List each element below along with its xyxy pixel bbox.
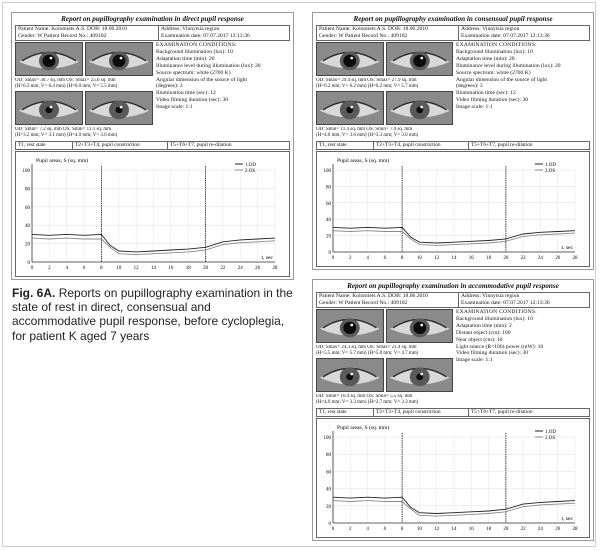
y-tick-label: 0 — [328, 522, 331, 527]
eye-caption-min: OD: Smin= 10.4 sq. mm OS: Smin= 5.5 sq. mm (H=4.0 mm; V= 3.3 mm) (H=2.7 mm; V= 3.3 mm) — [316, 394, 419, 405]
x-tick-label: 18 — [185, 266, 191, 271]
conditions-list — [456, 49, 592, 111]
legend-label: 2.OS — [245, 169, 256, 174]
condition-line: Background illumination (lux): 10 — [156, 48, 233, 55]
y-tick-label: 60 — [25, 205, 30, 211]
condition-line: Adaptation time (min): 20 — [156, 55, 215, 62]
patient-name: Patient Name: Kolomiets A.S. DOB: 18.06.2010 — [18, 26, 127, 32]
y-axis-label: Pupil areas, S (sq. mm) — [337, 158, 390, 164]
eye-photos-min — [316, 358, 453, 392]
x-tick-label: 2 — [349, 527, 352, 532]
condition-line: Adaptation time (min): 20 — [456, 55, 515, 62]
condition-line: Video filming duration (sec): 30 — [456, 97, 529, 104]
x-tick-label: 6 — [82, 266, 86, 271]
x-tick-label: 4 — [366, 256, 369, 261]
y-tick-label: 80 — [25, 187, 30, 193]
y-tick-label: 0 — [328, 251, 331, 256]
condition-line: Illuminance level during illumination (lux): 20 — [156, 62, 261, 69]
x-tick-label: 24 — [237, 266, 243, 271]
x-tick-label: 22 — [520, 256, 526, 261]
phase-bar — [316, 408, 590, 417]
x-tick-label: 20 — [203, 266, 209, 271]
eye-photo-od-max — [316, 309, 384, 343]
conditions-title: EXAMINATION CONDITIONS: — [456, 42, 537, 48]
condition-line: Adaptation time (min): 2 — [456, 322, 512, 329]
x-tick-label: 14 — [451, 256, 457, 261]
legend-label: 1.OD — [545, 163, 556, 168]
phase-redilation: T5+T6+T7, pupil re-dilation — [170, 142, 232, 148]
eye-photo-os-max — [386, 309, 454, 343]
condition-line: Background illumination (lux): 10 — [456, 48, 533, 55]
y-tick-label: 0 — [27, 261, 30, 266]
x-tick-label: 14 — [151, 266, 156, 271]
report-title: Report on pupillography examination in direct pupil response — [61, 15, 244, 23]
y-tick-label: 80 — [326, 453, 331, 459]
exam-date: Examination date: 07.07.2017 12:13:36 — [461, 299, 550, 306]
condition-line: Source spectrum: white (2700 K) — [156, 69, 231, 76]
condition-line: Near object (cm): 10 — [456, 336, 503, 343]
legend-label: 1.OD — [245, 163, 256, 168]
patient-header — [15, 25, 290, 41]
condition-line: Video filming duration (sec): 30 — [156, 97, 229, 104]
caption-text: Reports on pupillography examination in the state of rest in direct, consensual and accommodative pupil response, before cycloplegia, for patient K aged 7 years — [12, 286, 293, 343]
phase-rest: T1, rest state — [317, 142, 374, 149]
x-tick-label: 10 — [416, 527, 422, 532]
x-tick-label: 12 — [434, 527, 440, 532]
patient-address: Address: Vinnytsia region — [461, 293, 520, 299]
report-accommodative — [312, 279, 594, 541]
condition-line: (degrees): 3 — [156, 83, 183, 90]
legend-label: 1.OD — [545, 430, 556, 435]
x-tick-label: 0 — [331, 256, 335, 261]
x-tick-label: 0 — [30, 266, 34, 271]
phase-rest: T1, rest state — [16, 142, 73, 149]
x-tick-label: 18 — [486, 527, 492, 532]
patient-header — [316, 292, 590, 308]
eye-photos — [316, 309, 453, 343]
condition-line: (degrees): 3 — [456, 83, 483, 90]
x-tick-label: 28 — [272, 266, 278, 271]
eye-photo-od-max — [316, 42, 384, 76]
conditions-title: EXAMINATION CONDITIONS: — [456, 309, 537, 315]
eye-caption-max: OD: Smax= 24.3 sq. mm OS: Smax= 21.4 sq. mm (H=5.5 mm; V= 5.7 mm) (H=5.0 mm; V= 4.7 mm) — [316, 345, 419, 356]
patient-name: Patient Name: Kolomiets A.S. DOB: 18.06.2010 — [319, 293, 428, 299]
examination-conditions — [156, 42, 292, 111]
y-tick-label: 100 — [323, 169, 331, 174]
x-tick-label: 16 — [468, 527, 474, 532]
patient-gender-record: Gender: W Patient Record No.: 409102 — [319, 299, 408, 306]
phase-bar — [15, 141, 290, 150]
x-tick-label: 6 — [383, 256, 387, 261]
y-tick-label: 40 — [326, 218, 331, 224]
eye-caption-max: OD: Smax= 29.4 sq. mm OS: Smax= 27.9 sq. mm (H=6.2 mm; V= 6.2 mm) (H=6.2 mm; V= 5.7 mm) — [316, 78, 419, 89]
eye-photo-od-min — [15, 91, 83, 125]
patient-header — [316, 25, 590, 41]
figure-caption — [12, 286, 294, 343]
phase-redilation: T5+T6+T7, pupil re-dilation — [471, 409, 533, 415]
condition-line: Source spectrum: white (2700 K) — [456, 69, 531, 76]
y-axis-label: Pupil areas, S (sq. mm) — [36, 158, 89, 164]
condition-line: Distant object (cm): 100 — [456, 329, 511, 336]
examination-conditions — [456, 309, 592, 364]
conditions-title: EXAMINATION CONDITIONS: — [156, 42, 237, 48]
phase-redilation: T5+T6+T7, pupil re-dilation — [471, 142, 533, 148]
x-tick-label: 2 — [48, 266, 51, 271]
x-tick-label: 12 — [434, 256, 440, 261]
x-tick-label: 28 — [572, 256, 578, 261]
eye-photo-od-max — [15, 42, 83, 76]
x-tick-label: 10 — [116, 266, 122, 271]
x-tick-label: 2 — [349, 256, 352, 261]
patient-name: Patient Name: Kolomiets A.S. DOB: 18.06.2010 — [319, 26, 428, 32]
condition-line: Illuminance level during illumination (lux): 20 — [456, 62, 561, 69]
condition-line: Illumination time (sec): 12 — [456, 90, 516, 97]
y-tick-label: 60 — [326, 470, 331, 476]
y-tick-label: 40 — [326, 487, 331, 493]
x-tick-label: 6 — [383, 527, 387, 532]
x-tick-label: 12 — [133, 266, 139, 271]
exam-date: Examination date: 07.07.2017 12:13:36 — [161, 32, 250, 39]
report-consensual — [312, 12, 594, 270]
pupil-area-chart — [316, 151, 590, 267]
x-tick-label: 28 — [572, 527, 578, 532]
x-tick-label: 26 — [255, 266, 261, 271]
patient-gender-record: Gender: W Patient Record No.: 409102 — [319, 32, 408, 39]
x-tick-label: 0 — [331, 527, 335, 532]
phase-constriction: T2+T3+T4, pupil constriction — [374, 409, 469, 416]
eye-photo-od-min — [316, 91, 384, 125]
y-tick-label: 20 — [326, 234, 331, 240]
condition-line: Light source (R=100) power (mW): 10 — [456, 343, 544, 350]
pupil-area-chart — [316, 418, 590, 538]
x-tick-label: 20 — [503, 256, 509, 261]
eye-photos-min — [15, 91, 153, 125]
eye-photo-os-min — [386, 91, 454, 125]
x-tick-label: 20 — [503, 527, 509, 532]
x-tick-label: 14 — [451, 527, 457, 532]
caption-label: Fig. 6A. — [12, 286, 56, 300]
y-tick-label: 20 — [25, 242, 30, 248]
condition-line: Background illumination (lux): 10 — [456, 315, 533, 322]
phase-bar — [316, 141, 590, 150]
eye-caption-max: OD: Smax= 30.7 sq. mm OS: Smax= 25.6 sq. mm (H=6.3 mm; V= 6.4 mm) (H=6.0 mm; V= 5.5 mm) — [15, 78, 118, 89]
x-tick-label: 8 — [400, 527, 404, 532]
eye-photo-os-max — [386, 42, 454, 76]
x-tick-label: 26 — [555, 256, 561, 261]
patient-address: Address: Vinnytsia region — [161, 26, 220, 32]
eye-photos — [316, 42, 453, 76]
condition-line: Video filming duration (sec): 30 — [456, 350, 529, 357]
x-tick-label: 18 — [486, 256, 492, 261]
condition-line: Illumination time (sec): 12 — [156, 90, 216, 97]
conditions-list — [456, 316, 592, 364]
eye-photos — [15, 42, 153, 76]
phase-constriction: T2+T3+T4, pupil constriction — [374, 142, 469, 149]
examination-conditions — [456, 42, 592, 111]
eye-photo-os-max — [85, 42, 153, 76]
report-direct — [11, 12, 294, 280]
x-tick-label: 24 — [537, 256, 543, 261]
x-tick-label: 16 — [168, 266, 174, 271]
y-tick-label: 40 — [25, 224, 30, 230]
x-tick-label: 24 — [537, 527, 543, 532]
exam-date: Examination date: 07.07.2017 12:13:36 — [461, 32, 550, 39]
y-tick-label: 100 — [22, 169, 30, 174]
x-tick-label: 22 — [520, 527, 526, 532]
x-tick-label: 10 — [416, 256, 422, 261]
condition-line: Image scale: 1:1 — [456, 357, 493, 364]
eye-caption-min: OD: Smin= 7.2 sq. mm OS: Smin= 11.1 sq. mm (H=3.2 mm; V= 3.1 mm) (H=4.0 mm; V= 3.6 mm) — [15, 127, 118, 138]
x-axis-label: t, sec — [561, 245, 573, 251]
condition-line: Image scale: 1:1 — [156, 104, 193, 111]
y-tick-label: 80 — [326, 185, 331, 191]
x-tick-label: 16 — [468, 256, 474, 261]
eye-caption-min: OD: Smin= 11.4 sq. mm OS: Smin= 7.9 sq. mm (H=4.0 mm; V= 3.6 mm) (H=3.3 mm; V= 3.0 mm) — [316, 127, 419, 138]
x-tick-label: 8 — [100, 266, 103, 271]
y-tick-label: 20 — [326, 504, 331, 510]
report-title: Report on pupillography examination in accommodative pupil response — [347, 282, 559, 290]
legend-label: 2.OS — [545, 169, 556, 174]
x-tick-label: 8 — [400, 256, 404, 261]
patient-gender-record: Gender: W Patient Record No.: 409102 — [18, 32, 107, 39]
eye-photos-min — [316, 91, 453, 125]
condition-line: Image scale: 1:1 — [456, 104, 493, 111]
y-tick-label: 100 — [323, 436, 331, 441]
x-axis-label: t, sec — [561, 516, 573, 522]
eye-photo-od-min — [316, 358, 384, 392]
pupil-area-chart — [15, 151, 290, 277]
eye-photo-os-min — [85, 91, 153, 125]
y-tick-label: 60 — [326, 201, 331, 207]
eye-photo-os-min — [386, 358, 454, 392]
condition-line: Angular dimension of the source of light — [156, 76, 248, 83]
x-axis-label: t, sec — [261, 255, 273, 261]
phase-rest: T1, rest state — [317, 409, 374, 416]
y-axis-label: Pupil areas, S (sq. mm) — [337, 425, 390, 431]
conditions-list — [156, 49, 292, 111]
condition-line: Angular dimension of the source of light — [456, 76, 548, 83]
patient-address: Address: Vinnytsia region — [461, 26, 520, 32]
phase-constriction: T2+T3+T4, pupil constriction — [73, 142, 168, 149]
report-title: Report on pupillography examination in consensual pupil response — [353, 15, 553, 23]
x-tick-label: 26 — [555, 527, 561, 532]
x-tick-label: 22 — [220, 266, 226, 271]
x-tick-label: 4 — [366, 527, 369, 532]
legend-label: 2.OS — [545, 436, 556, 441]
x-tick-label: 4 — [65, 266, 68, 271]
